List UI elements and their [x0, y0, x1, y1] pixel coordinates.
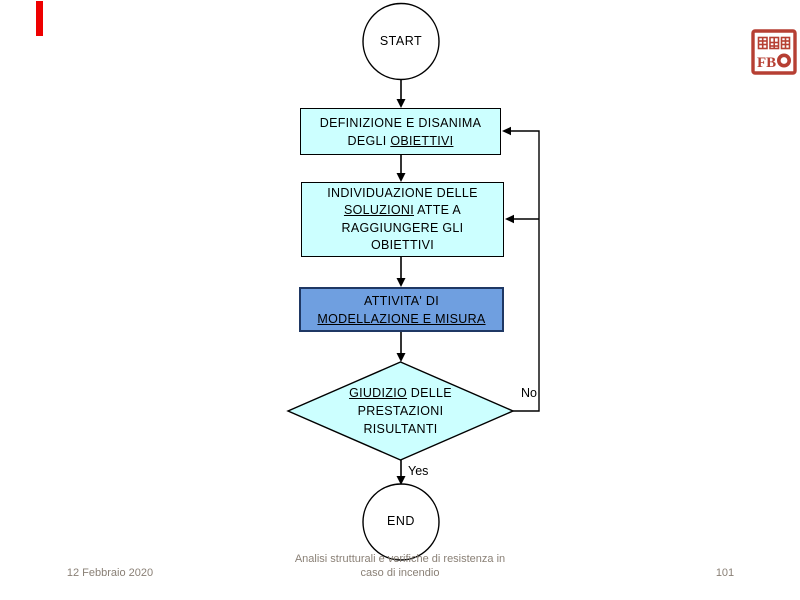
red-seal-stamp-icon	[751, 29, 797, 75]
diamond-line2	[300, 402, 501, 420]
text-segment: ATTIVITA' DI	[364, 293, 439, 308]
box3-line2	[317, 310, 485, 328]
arrowhead-diamond	[397, 353, 406, 362]
box1-line1	[320, 114, 481, 132]
text-segment: DEFINIZIONE E DISANIMA	[319, 115, 482, 130]
text-segment: RAGGIUNGERE GLI	[341, 220, 464, 235]
text-segment: RISULTANTI	[363, 422, 438, 436]
text-segment: INDIVIDUAZIONE DELLE	[327, 185, 478, 200]
arrowhead-feedback-box1	[502, 127, 511, 135]
start-node-label: START	[379, 34, 423, 48]
box2-line4	[371, 237, 434, 255]
text-segment-underlined: SOLUZIONI	[343, 203, 415, 217]
footer-date: 12 Febbraio 2020	[66, 567, 154, 579]
arrowhead-box3	[397, 278, 406, 287]
box2-line1	[327, 185, 477, 203]
diamond-line1	[300, 384, 501, 402]
stamp-ring-glyph	[779, 55, 789, 65]
text-segment-underlined: GIUDIZIO	[349, 386, 408, 400]
box3-line1	[364, 292, 439, 310]
box2-line3	[342, 220, 464, 238]
arrowhead-box2	[397, 173, 406, 182]
box1-line2	[348, 132, 454, 150]
footer-title-line1: Analisi strutturali e verifiche di resistenza in	[294, 553, 506, 565]
box2-line2	[344, 202, 461, 220]
footer-page-number: 101	[715, 567, 735, 579]
text-segment: ATTE A	[414, 203, 462, 217]
process-box-definizione-obiettivi	[300, 108, 501, 155]
text-segment: DEGLI	[347, 133, 391, 148]
text-segment: OBIETTIVI	[370, 238, 435, 252]
footer-title	[260, 552, 540, 580]
yes-branch-label: Yes	[408, 464, 429, 478]
no-branch-label: No	[521, 386, 537, 400]
stamp-glyphs	[759, 38, 790, 49]
activity-box-modellazione-misura	[299, 287, 504, 332]
decision-diamond-label	[300, 384, 501, 438]
text-segment: DELLE	[407, 386, 452, 400]
text-segment-underlined: OBIETTIVI	[390, 133, 454, 148]
end-node-label: END	[387, 514, 415, 528]
arrowhead-box1	[397, 99, 406, 108]
text-segment-underlined: MODELLAZIONE E MISURA	[317, 311, 486, 326]
text-segment: PRESTAZIONI	[357, 404, 444, 418]
diamond-line3	[300, 420, 501, 438]
stamp-letters: FB	[757, 55, 777, 71]
footer-title-line2: caso di incendio	[360, 567, 440, 579]
feedback-line-no	[511, 131, 539, 411]
arrowhead-feedback-box2	[505, 215, 514, 223]
process-box-individuazione-soluzioni	[301, 182, 504, 257]
